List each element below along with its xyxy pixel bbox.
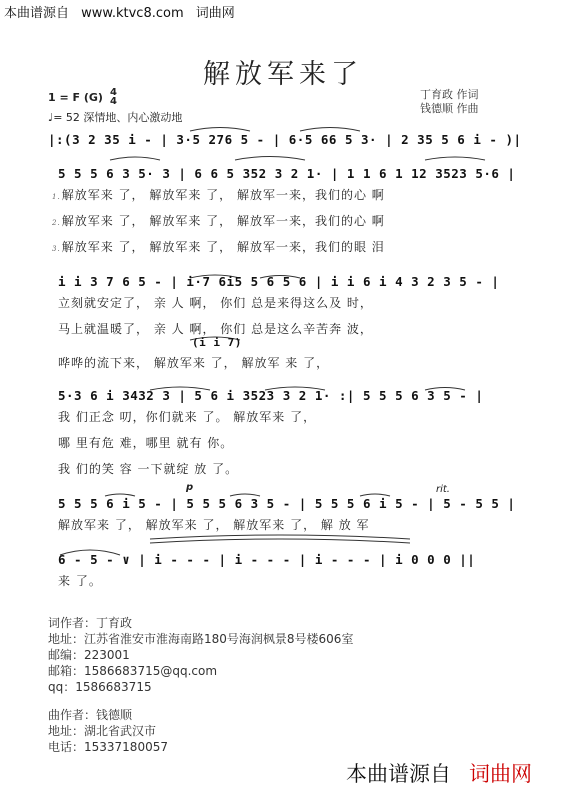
lyricist-role: 词作者：丁育政 — [48, 616, 133, 630]
bottom-site-name: 本曲谱源自 — [346, 762, 451, 786]
score-line-4-notes: 5·3 6 i 3432 3 | 5 6 i 3523 3 2 1· :| 5 5 5 6 3 5 - | — [58, 388, 484, 403]
lyricist-email[interactable]: 邮箱：1586683715@qq.com — [48, 664, 218, 678]
slur — [235, 157, 305, 161]
lyric-line-3-verse-3: 哗哗的流下来， 解放军来 了， 解放军 来 了， — [58, 356, 330, 370]
lyric-line-4-verse-3: 我 们的笑 容 一下就绽 放 了。 — [58, 462, 239, 476]
composer-role: 曲作者：钱德顺 — [48, 708, 133, 722]
slur — [300, 128, 360, 132]
lyric-line-4-verse-1: 我 们正念 叨，你们就来 了。 解放军来 了， — [58, 410, 317, 424]
lyric-line-2-verse-3: 3.解放军来 了， 解放军来 了， 解放军一来，我们的眼 泪 — [52, 240, 385, 254]
alt-notes-verse-3: (i i 7) — [192, 336, 242, 349]
top-site-name: 本曲谱源自 — [4, 6, 70, 21]
lyric-line-3-verse-2: 马上就温暖了， 亲 人 啊， 你们 总是这么辛苦奔 波， — [58, 322, 373, 336]
song-title: 解放军来了 — [203, 59, 363, 90]
lyricist-postcode: 邮编：223001 — [48, 648, 130, 662]
time-sig-bottom: 4 — [110, 96, 117, 107]
slur — [190, 128, 250, 132]
composer-phone: 电话：15337180057 — [48, 740, 168, 754]
score-line-2-notes: 5 5 5 6 3 5· 3 | 6 6 5 352 3 2 1· | 1 1 6 1 12 3523 5·6 | — [58, 166, 516, 181]
dynamic-marking: p — [186, 482, 194, 493]
lyric-line-6: 来 了。 — [58, 574, 102, 588]
lyric-line-5: 解放军来 了， 解放军来 了， 解放军来 了， 解 放 军 — [58, 518, 370, 532]
slur — [110, 157, 160, 160]
ritardando-marking: rit. — [436, 484, 450, 495]
slur — [150, 535, 410, 539]
score-line-3-notes: i i 3 7 6 5 - | i·7 6i5 5 6 5 6 | i i 6 i 4 3 2 3 5 - | — [58, 274, 500, 289]
lyricist-qq: qq：1586683715 — [48, 680, 152, 694]
top-site-url[interactable]: www.ktvc8.com — [81, 6, 184, 21]
tempo-marking: ♩= 52 深情地、内心激动地 — [48, 111, 183, 124]
slur — [150, 539, 410, 543]
score-line-5-notes: 5 5 5 6 i 5 - | 5 5 5 6 3 5 - | 5 5 5 6 i 5 - | 5 - 5 5 | — [58, 496, 516, 511]
lyricist-address: 地址：江苏省淮安市淮海南路180号海润枫景8号楼606室 — [48, 632, 354, 646]
lyricist-credit: 丁育政 作词 — [420, 88, 479, 101]
composer-credit: 钱德顺 作曲 — [420, 102, 479, 115]
lyric-line-4-verse-2: 哪 里有危 难，哪里 就有 你。 — [58, 436, 234, 450]
slur — [425, 157, 485, 160]
lyric-line-2-verse-1: 1.解放军来 了， 解放军来 了， 解放军一来，我们的心 啊 — [52, 188, 385, 202]
time-sig-top: 4 — [110, 87, 117, 98]
bottom-site-tag[interactable]: 词曲网 — [469, 762, 532, 786]
score-line-1-notes: |:(3 2 35 i - | 3·5 276 5 - | 6·5 66 5 3· | 2 35 5 6 i - )| — [48, 132, 522, 147]
composer-address: 地址：湖北省武汉市 — [48, 724, 157, 738]
lyric-line-2-verse-2: 2.解放军来 了， 解放军来 了， 解放军一来，我们的心 啊 — [52, 214, 385, 228]
top-site-tag: 词曲网 — [195, 6, 235, 21]
bottom-watermark — [346, 758, 532, 788]
key-signature: 1 = F (G) — [48, 91, 103, 104]
score-line-6-notes: 6 - 5 - ∨ | i - - - | i - - - | i - - - | i 0 0 0 || — [58, 552, 476, 567]
lyric-line-3-verse-1: 立刻就安定了， 亲 人 啊， 你们 总是来得这么及 时， — [58, 296, 373, 310]
